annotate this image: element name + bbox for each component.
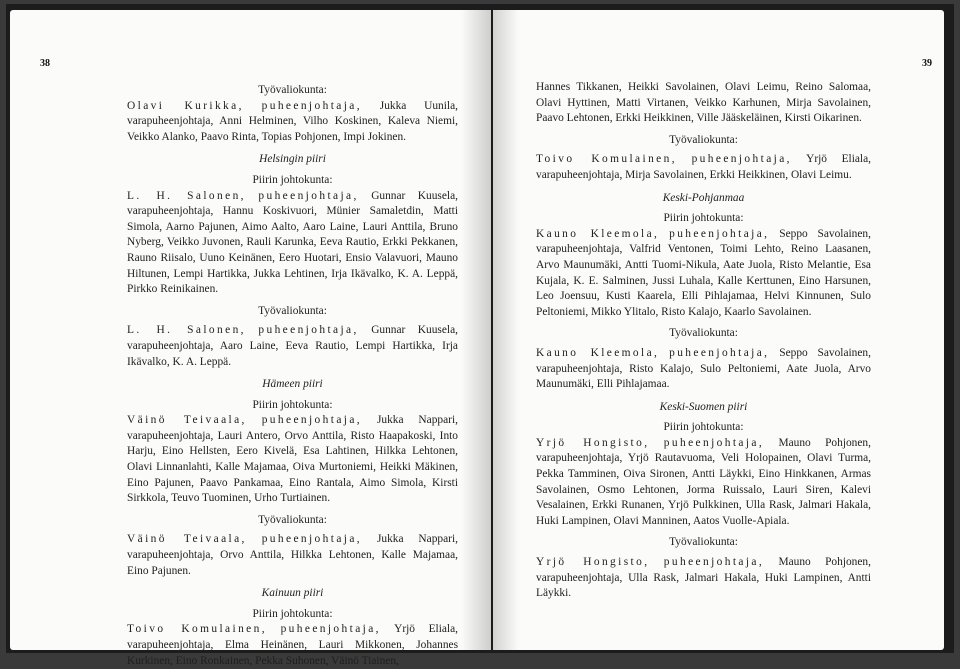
district-title: Hämeen piiri	[262, 378, 323, 391]
chair-name: Väinö Teivaala,	[127, 533, 247, 546]
district-title: Kainuun piiri	[261, 587, 324, 600]
chair-name: Toivo Komulainen,	[127, 623, 267, 636]
member-list: Gunnar Kuusela, varapuheenjohtaja, Aaro Laine, Eeva Rautio, Lempi Hartikka, Irja Ikävalko, K. A. Leppä.	[127, 324, 458, 368]
right-text-column	[536, 80, 871, 602]
member-paragraph	[127, 622, 458, 669]
member-list: Yrjö Eliala, varapuheenjohtaja, Elma Heinänen, Lauri Mikkonen, Johannes Kurkinen, Eino Ronkainen, Pekka Suhonen, Väinö Tiainen,	[127, 623, 458, 667]
section-label: Piirin johtokunta:	[252, 173, 333, 186]
district-title: Keski-Pohjanmaa	[662, 191, 745, 204]
member-paragraph	[536, 555, 871, 602]
chair-role: puheenjohtaja,	[663, 556, 765, 569]
right-page	[493, 10, 944, 650]
member-paragraph: Hannes Tikkanen, Heikki Savolainen, Olavi Leimu, Reino Salomaa, Olavi Hyttinen, Matti Virtanen, Veikko Karhunen, Mirja Savolainen, Paavo Lehtonen, Erkki Heikkinen, Ville Jääskeläinen, Kirsti Oikarinen.	[536, 81, 871, 125]
chair-role: puheenjohtaja,	[261, 99, 362, 112]
member-list: Seppo Savolainen, varapuheenjohtaja, Risto Kalajo, Sulo Peltoniemi, Aate Juola, Arvo Maunumäki, Elli Pihlajamaa.	[536, 346, 871, 391]
member-paragraph	[127, 323, 458, 370]
chair-name: L. H. Salonen,	[127, 189, 246, 202]
gutter-shadow	[461, 10, 491, 650]
left-text-column	[127, 83, 458, 669]
chair-name: Väinö Teivaala,	[127, 414, 247, 427]
section-label: Työvaliokunta:	[669, 133, 738, 146]
section-label: Piirin johtokunta:	[663, 421, 744, 434]
member-list: Seppo Savolainen, varapuheenjohtaja, Valfrid Ventonen, Toimi Lehto, Reino Laasanen, Arvo Maunumäki, Antti Tuomi-Nikula, Aate Juola, Risto Melantie, Esa Kujala, K. E. Salminen, Jussi Luhala, Kalle Kerttunen, Eino Harsunen, Leo Joensuu, Kusti Kaarela, Elli Pihlajamaa, Helvi Kinnunen, Sulo Peltoniemi, Mikko Ylitalo, Risto Kalajo, Kaarlo Savolainen.	[536, 227, 871, 318]
chair-role: puheenjohtaja,	[663, 436, 765, 449]
member-paragraph	[536, 346, 871, 393]
member-paragraph	[127, 532, 458, 579]
member-list: Yrjö Eliala, varapuheenjohtaja, Mirja Savolainen, Erkki Heikkinen, Olavi Leimu.	[536, 153, 871, 181]
chair-role: puheenjohtaja,	[691, 153, 792, 166]
member-paragraph	[536, 436, 871, 530]
page-number: 39	[922, 58, 932, 69]
chair-name: Olavi Kurikka,	[127, 99, 244, 112]
chair-name: Kauno Kleemola,	[536, 227, 660, 240]
section-label: Työvaliokunta:	[669, 536, 738, 549]
member-list: Jukka Nappari, varapuheenjohtaja, Orvo Anttila, Hilkka Lehtonen, Kalle Majamaa, Eino Pajunen.	[127, 533, 458, 577]
chair-role: puheenjohtaja,	[261, 414, 363, 427]
member-list: Mauno Pohjonen, varapuheenjohtaja, Ulla Rask, Jalmari Hakala, Huki Lampinen, Antti Läykki.	[536, 556, 871, 600]
chair-role: puheenjohtaja,	[261, 533, 363, 546]
gutter-shadow	[493, 10, 519, 650]
chair-role: puheenjohtaja,	[280, 623, 381, 636]
member-paragraph	[536, 227, 871, 321]
chair-name: Kauno Kleemola,	[536, 346, 660, 359]
member-paragraph	[536, 152, 871, 183]
section-label: Piirin johtokunta:	[252, 607, 333, 620]
section-label: Työvaliokunta:	[258, 304, 327, 317]
member-list: Gunnar Kuusela, varapuheenjohtaja, Hannu Koskivuori, Münier Samaletdin, Matti Simola, Aarno Pajunen, Aimo Aalto, Aaro Laine, Lauri Anttila, Bruno Nyberg, Veikko Juvonen, Rauli Karunka, Eeva Rautio, Erkki Pekkanen, Rauno Riisalo, Uuno Keinänen, Eero Huotari, Ensio Valavuori, Mauno Hiltunen, Lempi Hartikka, Jukka Lehtinen, Irja Ikävalko, K. A. Leppä, Pirkko Reinikainen.	[127, 189, 458, 296]
chair-role: puheenjohtaja,	[258, 189, 359, 202]
section-label: Työvaliokunta:	[258, 84, 327, 96]
page-number: 38	[40, 58, 50, 69]
section-label: Piirin johtokunta:	[663, 212, 744, 225]
chair-name: Yrjö Hongisto,	[536, 556, 650, 569]
book-spread	[6, 4, 954, 667]
member-paragraph	[127, 99, 458, 146]
member-paragraph	[127, 413, 458, 507]
chair-role: puheenjohtaja,	[258, 324, 359, 337]
section-label: Työvaliokunta:	[669, 327, 738, 340]
chair-name: Yrjö Hongisto,	[536, 436, 650, 449]
chair-name: Toivo Komulainen,	[536, 153, 677, 166]
chair-name: L. H. Salonen,	[127, 324, 246, 337]
member-list: Mauno Pohjonen, varapuheenjohtaja, Yrjö Rautavuoma, Veli Holopainen, Olavi Turma, Pekka Tamminen, Oiva Sironen, Antti Läykki, Eino Hinkkanen, Armas Savolainen, Osmo Lehtonen, Jorma Ruissalo, Lauri Siren, Kalevi Vesalainen, Erkki Runanen, Yrjö Pulkkinen, Ulla Rask, Jalmari Hakala, Huki Lampinen, Olavi Manninen, Aatos Vuolle-Apiala.	[536, 436, 871, 527]
district-title: Keski-Suomen piiri	[659, 400, 748, 413]
left-page	[10, 10, 491, 667]
district-title: Helsingin piiri	[259, 153, 326, 166]
section-label: Piirin johtokunta:	[252, 398, 333, 411]
member-list: Jukka Nappari, varapuheenjohtaja, Lauri Antero, Orvo Anttila, Risto Haapakoski, Into Harju, Eino Hellsten, Eero Kivelä, Esa Lahtinen, Hilkka Lehtonen, Olavi Linnanlahti, Kalle Majamaa, Oiva Murtoniemi, Heikki Mäkinen, Eino Pajunen, Paavo Pankamaa, Eino Rantala, Aimo Simola, Kirsti Sirkkola, Teuvo Tuominen, Urho Turtiainen.	[127, 414, 458, 505]
member-paragraph	[127, 189, 458, 298]
chair-role: puheenjohtaja,	[669, 346, 770, 359]
section-label: Työvaliokunta:	[258, 513, 327, 526]
member-list: Jukka Uunila, varapuheenjohtaja, Anni Helminen, Vilho Koskinen, Kaleva Niemi, Veikko Alanko, Paavo Rinta, Topias Pohjonen, Impi Jokinen.	[127, 99, 458, 143]
chair-role: puheenjohtaja,	[669, 227, 770, 240]
